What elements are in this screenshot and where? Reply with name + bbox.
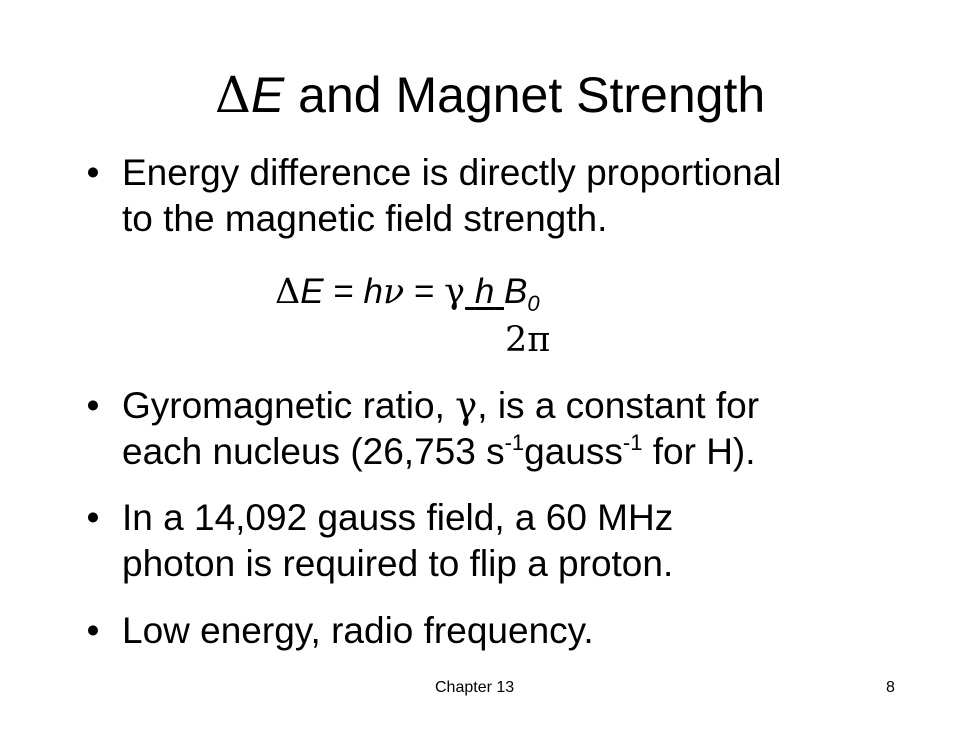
- bullet-text: [122, 495, 882, 587]
- bullet-text: [122, 383, 882, 480]
- eq-equals: =: [404, 272, 445, 311]
- equation-numerator-line: [275, 272, 540, 316]
- bullet-line: to the magnetic field strength.: [122, 198, 608, 239]
- bullet-line: Energy difference is directly proportional: [122, 152, 782, 193]
- eq-two-pi: 2π: [505, 320, 551, 360]
- title-text: and Magnet Strength: [284, 67, 766, 123]
- equation-denominator: [505, 320, 550, 360]
- bullet-line: photon is required to flip a proton.: [122, 543, 674, 584]
- superscript: -1: [504, 430, 525, 455]
- bullet-line: Gyromagnetic ratio, γ, is a constant for: [122, 384, 760, 427]
- bullet-line: each nucleus (26,753 $s^{-1}gauss^{-1}$ for H).: [122, 430, 756, 472]
- bullet-text: [122, 608, 882, 654]
- footer-chapter: Chapter 13: [435, 679, 515, 696]
- eq-b-subscript: 0: [527, 291, 540, 316]
- eq-nu-symbol: ν: [383, 272, 405, 312]
- eq-e-variable: E: [300, 272, 324, 311]
- eq-equals: =: [323, 272, 364, 311]
- eq-gamma-symbol: γ: [444, 272, 466, 312]
- bullet-marker: •: [86, 497, 100, 538]
- bullet-marker: •: [86, 152, 100, 193]
- eq-h-variable: h: [363, 272, 383, 311]
- superscript: -1: [622, 430, 643, 455]
- bullet-marker: •: [86, 610, 100, 651]
- bullet-line: In a 14,092 gauss field, a 60 MHz: [122, 497, 674, 538]
- title-delta-symbol: Δ: [214, 66, 251, 124]
- bullet-text: [122, 150, 882, 242]
- eq-delta-symbol: Δ: [275, 272, 301, 312]
- slide-title: [0, 62, 980, 128]
- eq-h-variable: h: [474, 272, 495, 311]
- title-e-variable: E: [250, 67, 285, 123]
- eq-fraction-numerator: [465, 272, 504, 311]
- gamma-symbol: γ: [455, 384, 478, 427]
- bullet-line: Low energy, radio frequency.: [122, 610, 594, 651]
- bullet-marker: •: [86, 385, 100, 426]
- eq-b-variable: B: [504, 272, 528, 311]
- footer-page-number: 8: [886, 679, 895, 696]
